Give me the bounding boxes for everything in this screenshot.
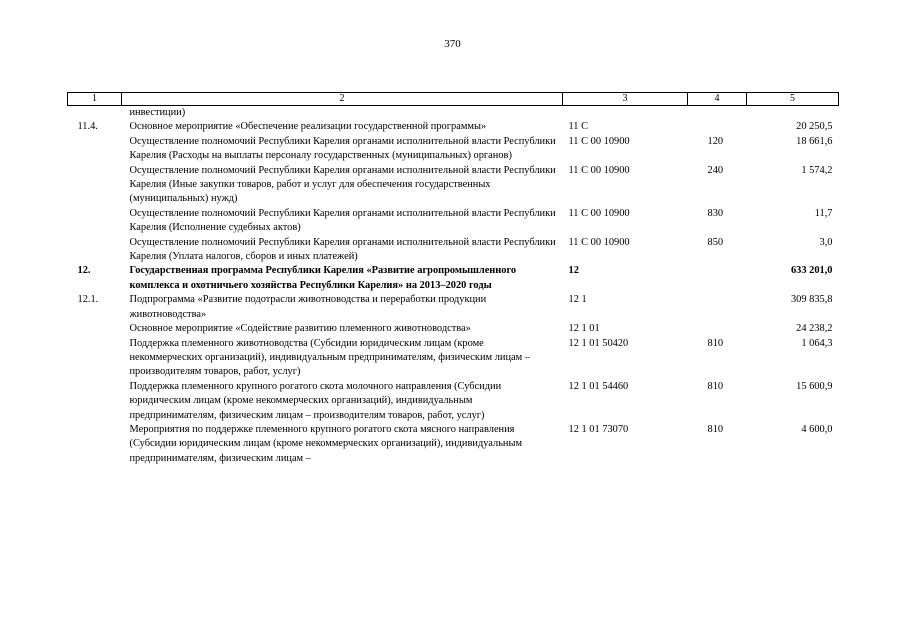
table-row	[68, 322, 839, 336]
row-code-cell: 12	[568, 265, 579, 277]
row-expense-type-cell	[688, 120, 747, 134]
row-sum-cell: 18 661,6	[796, 135, 833, 147]
table-row	[68, 380, 839, 423]
table-row	[68, 207, 839, 236]
row-number-cell	[68, 264, 122, 293]
row-sum-cell: 309 835,8	[790, 294, 833, 306]
table-row	[68, 293, 839, 322]
table-row	[68, 106, 839, 121]
row-code-cell: 12 1 01 54460	[568, 380, 629, 392]
budget-table	[67, 92, 839, 466]
row-code-cell: 11 С 00 10900	[568, 135, 630, 147]
table-row	[68, 236, 839, 265]
column-header-5: 5	[747, 93, 839, 106]
row-number-cell	[68, 423, 122, 466]
row-code-cell: 12 1	[568, 294, 587, 306]
row-name-cell: Осуществление полномочий Республики Карелия органами исполнительной власти Республики Карелия (Иные закупки товаров, работ и услуг для обеспечения государственных (муниципальных) нужд)	[129, 164, 556, 205]
row-name-cell: Мероприятия по поддержке племенного крупного рогатого скота мясного направления (Субсидии юридическим лицам (кроме некоммерческих организаций), индивидуальным предпринимателям, физическим лицам –	[129, 423, 523, 464]
row-code-cell: 12 1 01	[568, 323, 600, 335]
row-expense-type-cell: 240	[707, 164, 724, 176]
row-sum-cell: 24 238,2	[796, 323, 833, 335]
row-sum-cell: 20 250,5	[796, 121, 833, 133]
row-name-cell: Поддержка племенного животноводства (Субсидии юридическим лицам (кроме некоммерческих организаций), индивидуальным предпринимателям, физическим лицам – производителям товаров, работ, услуг)	[129, 337, 530, 378]
row-name-cell: инвестиции)	[129, 107, 186, 118]
row-name-cell: Осуществление полномочий Республики Карелия органами исполнительной власти Республики Карелия (Исполнение судебных актов)	[129, 207, 556, 234]
column-header-3: 3	[563, 93, 688, 106]
row-code-cell: 11 С 00 10900	[568, 164, 630, 176]
row-number-cell	[68, 135, 122, 164]
table-header-row	[68, 93, 839, 106]
row-number-cell	[68, 322, 122, 336]
row-expense-type-cell	[688, 106, 747, 121]
row-sum-cell: 4 600,0	[801, 423, 833, 435]
row-sum-cell	[747, 106, 839, 121]
row-sum-cell: 15 600,9	[796, 380, 833, 392]
table-row	[68, 164, 839, 207]
row-expense-type-cell: 810	[707, 337, 724, 349]
table-body	[68, 106, 839, 467]
row-sum-cell: 1 574,2	[801, 164, 833, 176]
column-header-1: 1	[68, 93, 122, 106]
row-name-cell: Осуществление полномочий Республики Карелия органами исполнительной власти Республики Карелия (Уплата налогов, сборов и иных платежей)	[129, 236, 556, 263]
row-number-cell	[68, 293, 122, 322]
row-number-text: 12.1.	[77, 294, 99, 306]
table-row	[68, 264, 839, 293]
table-row	[68, 120, 839, 134]
row-name-cell: Основное мероприятие «Содействие развитию племенного животноводства»	[129, 323, 471, 335]
row-number-text: 12.	[77, 265, 91, 277]
row-number-cell	[68, 207, 122, 236]
row-expense-type-cell: 850	[707, 236, 724, 248]
column-header-2: 2	[122, 93, 563, 106]
row-number-cell	[68, 380, 122, 423]
row-expense-type-cell	[688, 322, 747, 336]
page-number: 370	[444, 38, 461, 50]
row-expense-type-cell	[688, 264, 747, 293]
row-number-cell	[68, 106, 122, 121]
row-code-cell: 12 1 01 73070	[568, 423, 629, 435]
row-number-text: 11.4.	[77, 121, 98, 133]
row-expense-type-cell: 830	[707, 207, 724, 219]
row-number-cell	[68, 164, 122, 207]
row-name-cell: Государственная программа Республики Карелия «Развитие агропромышленного комплекса и охотничьего хозяйства Республики Карелия» на 2013–2020 годы	[129, 265, 517, 291]
row-code-cell: 11 С	[568, 121, 589, 133]
row-code-cell: 11 С 00 10900	[568, 236, 630, 248]
row-code-cell	[563, 106, 688, 121]
row-number-cell	[68, 120, 122, 134]
row-name-cell: Осуществление полномочий Республики Карелия органами исполнительной власти Республики Карелия (Расходы на выплаты персоналу государственных (муниципальных) органов)	[129, 135, 556, 162]
row-code-cell: 12 1 01 50420	[568, 337, 629, 349]
row-expense-type-cell: 120	[707, 135, 724, 147]
row-name-cell: Основное мероприятие «Обеспечение реализации государственной программы»	[129, 121, 487, 133]
row-number-cell	[68, 236, 122, 265]
row-sum-cell: 3,0	[819, 236, 833, 248]
row-expense-type-cell: 810	[707, 380, 724, 392]
row-number-cell	[68, 337, 122, 380]
row-sum-cell: 633 201,0	[790, 265, 833, 277]
table-row	[68, 337, 839, 380]
table-row	[68, 423, 839, 466]
row-name-cell: Подпрограмма «Развитие подотрасли животноводства и переработки продукции животноводства»	[129, 294, 487, 320]
row-sum-cell: 1 064,3	[801, 337, 833, 349]
row-expense-type-cell	[688, 293, 747, 322]
row-code-cell: 11 С 00 10900	[568, 207, 630, 219]
table-row	[68, 135, 839, 164]
column-header-4: 4	[688, 93, 747, 106]
row-name-cell: Поддержка племенного крупного рогатого скота молочного направления (Субсидии юридическим лицам (кроме некоммерческих организаций), индивидуальным предпринимателям, физическим лицам – производителям товаров, работ, услуг)	[129, 380, 502, 421]
row-expense-type-cell: 810	[707, 423, 724, 435]
row-sum-cell: 11,7	[814, 207, 833, 219]
